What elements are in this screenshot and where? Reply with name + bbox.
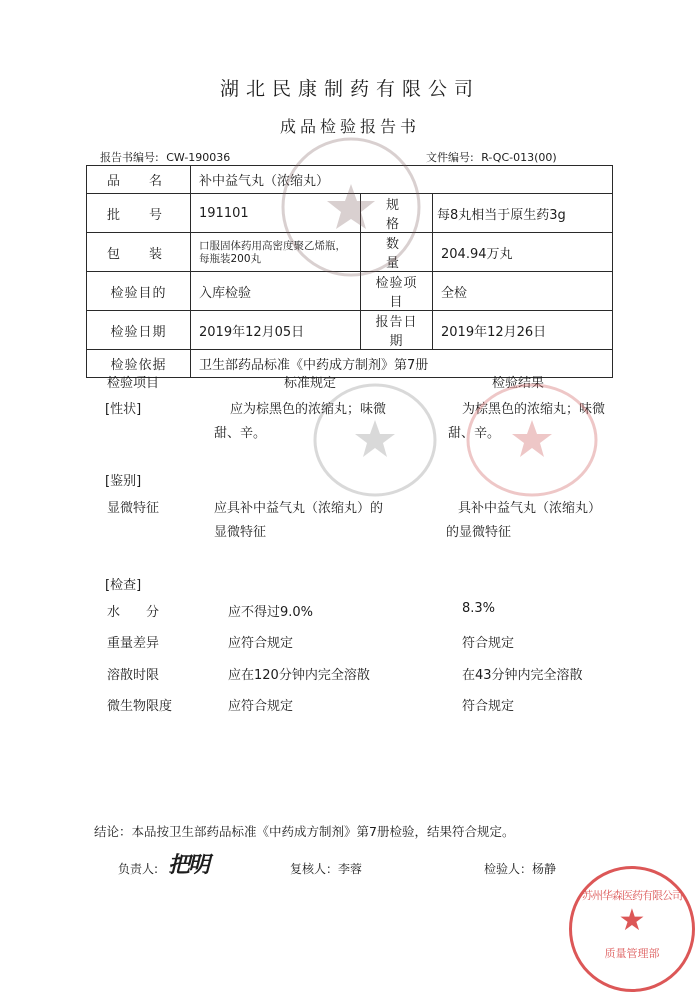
batch-number: 191101 [191, 194, 361, 233]
faded-seal-icon [310, 380, 440, 500]
purpose-value: 入库检验 [191, 272, 361, 311]
weight-result: 符合规定 [462, 636, 515, 651]
batch-label: 批 号 [87, 194, 191, 233]
file-number-value: R-QC-013(00) [481, 151, 557, 164]
report-date-value: 2019年12月26日 [433, 311, 613, 350]
report-number [100, 149, 230, 165]
purpose-label: 检验目的 [87, 272, 191, 311]
test-item-value: 全检 [433, 272, 613, 311]
micro-standard-line2: 显微特征 [214, 525, 267, 540]
reviewer [290, 860, 362, 877]
product-label: 品 名 [87, 166, 191, 194]
basis-value: 卫生部药品标准《中药成方制剂》第7册 [191, 350, 613, 378]
inspector-label: 检验人： [484, 862, 533, 876]
spec-label: 规 格 [361, 194, 433, 233]
character-standard-line2: 甜、辛。 [214, 426, 267, 441]
quantity-label: 数 量 [361, 233, 433, 272]
col-result-header: 检验结果 [492, 376, 545, 391]
conclusion: 结论：本品按卫生部药品标准《中药成方制剂》第7册检验，结果符合规定。 [94, 824, 515, 839]
test-date-label: 检验日期 [87, 311, 191, 350]
report-number-label: 报告书编号: [100, 151, 159, 164]
stamp-subtext: 质量管理部 [604, 947, 660, 960]
character-standard-line1: 应为棕黑色的浓缩丸；味微 [230, 402, 387, 417]
reviewer-name: 李蓉 [338, 862, 363, 876]
package-value: 口服固体药用高密度聚乙烯瓶，每瓶装200丸 [191, 233, 361, 272]
responsible-label: 负责人: [118, 862, 159, 876]
section-identification: [鉴别] [105, 474, 142, 489]
water-label: 水 分 [107, 605, 160, 620]
faded-stamp-icon [276, 132, 426, 282]
product-name: 补中益气丸（浓缩丸） [191, 166, 613, 194]
table-row [87, 311, 613, 350]
col-item-header: 检验项目 [107, 376, 160, 391]
responsible-signature: 把明 [168, 852, 209, 878]
weight-standard: 应符合规定 [228, 636, 294, 651]
inspector [484, 860, 556, 877]
micro-result-line1: 具补中益气丸（浓缩丸） [458, 501, 602, 516]
stamp-star-icon: ★ [618, 903, 646, 938]
weight-label: 重量差异 [107, 636, 160, 651]
inspector-name: 杨静 [532, 862, 557, 876]
report-title: 成品检验报告书 [279, 117, 420, 136]
package-label: 包 装 [87, 233, 191, 272]
micro-standard-line1: 应具补中益气丸（浓缩丸）的 [214, 501, 384, 516]
microbe-result: 符合规定 [462, 699, 515, 714]
section-check: [检查] [105, 578, 142, 593]
character-result-line2: 甜、辛。 [448, 426, 501, 441]
spec-value: 每8丸相当于原生药3g [433, 194, 613, 233]
micro-result-line2: 的显微特征 [446, 525, 512, 540]
quality-stamp [569, 866, 695, 992]
microbe-label: 微生物限度 [107, 699, 173, 714]
faded-red-seal-icon [462, 380, 602, 500]
water-standard: 应不得过9.0% [228, 605, 314, 620]
test-date-value: 2019年12月05日 [191, 311, 361, 350]
water-result: 8.3% [462, 601, 496, 616]
micro-label: 显微特征 [107, 501, 160, 516]
dissolve-standard: 应在120分钟内完全溶散 [228, 668, 370, 683]
col-standard-header: 标准规定 [284, 376, 337, 391]
file-number-label: 文件编号: [426, 151, 474, 164]
report-date-label: 报告日期 [361, 311, 433, 350]
company-name: 湖北民康制药有限公司 [219, 78, 480, 100]
basis-label: 检验依据 [87, 350, 191, 378]
report-number-value: CW-190036 [166, 151, 231, 164]
file-number [426, 149, 557, 165]
stamp-text: 苏州华森医药有限公司 [582, 889, 682, 902]
section-character: [性状] [105, 402, 142, 417]
dissolve-result: 在43分钟内完全溶散 [462, 668, 583, 683]
microbe-standard: 应符合规定 [228, 699, 294, 714]
reviewer-label: 复核人： [290, 862, 339, 876]
character-result-line1: 为棕黑色的浓缩丸；味微 [462, 402, 606, 417]
test-item-label: 检验项目 [361, 272, 433, 311]
quantity-value: 204.94万丸 [433, 233, 613, 272]
dissolve-label: 溶散时限 [107, 668, 160, 683]
